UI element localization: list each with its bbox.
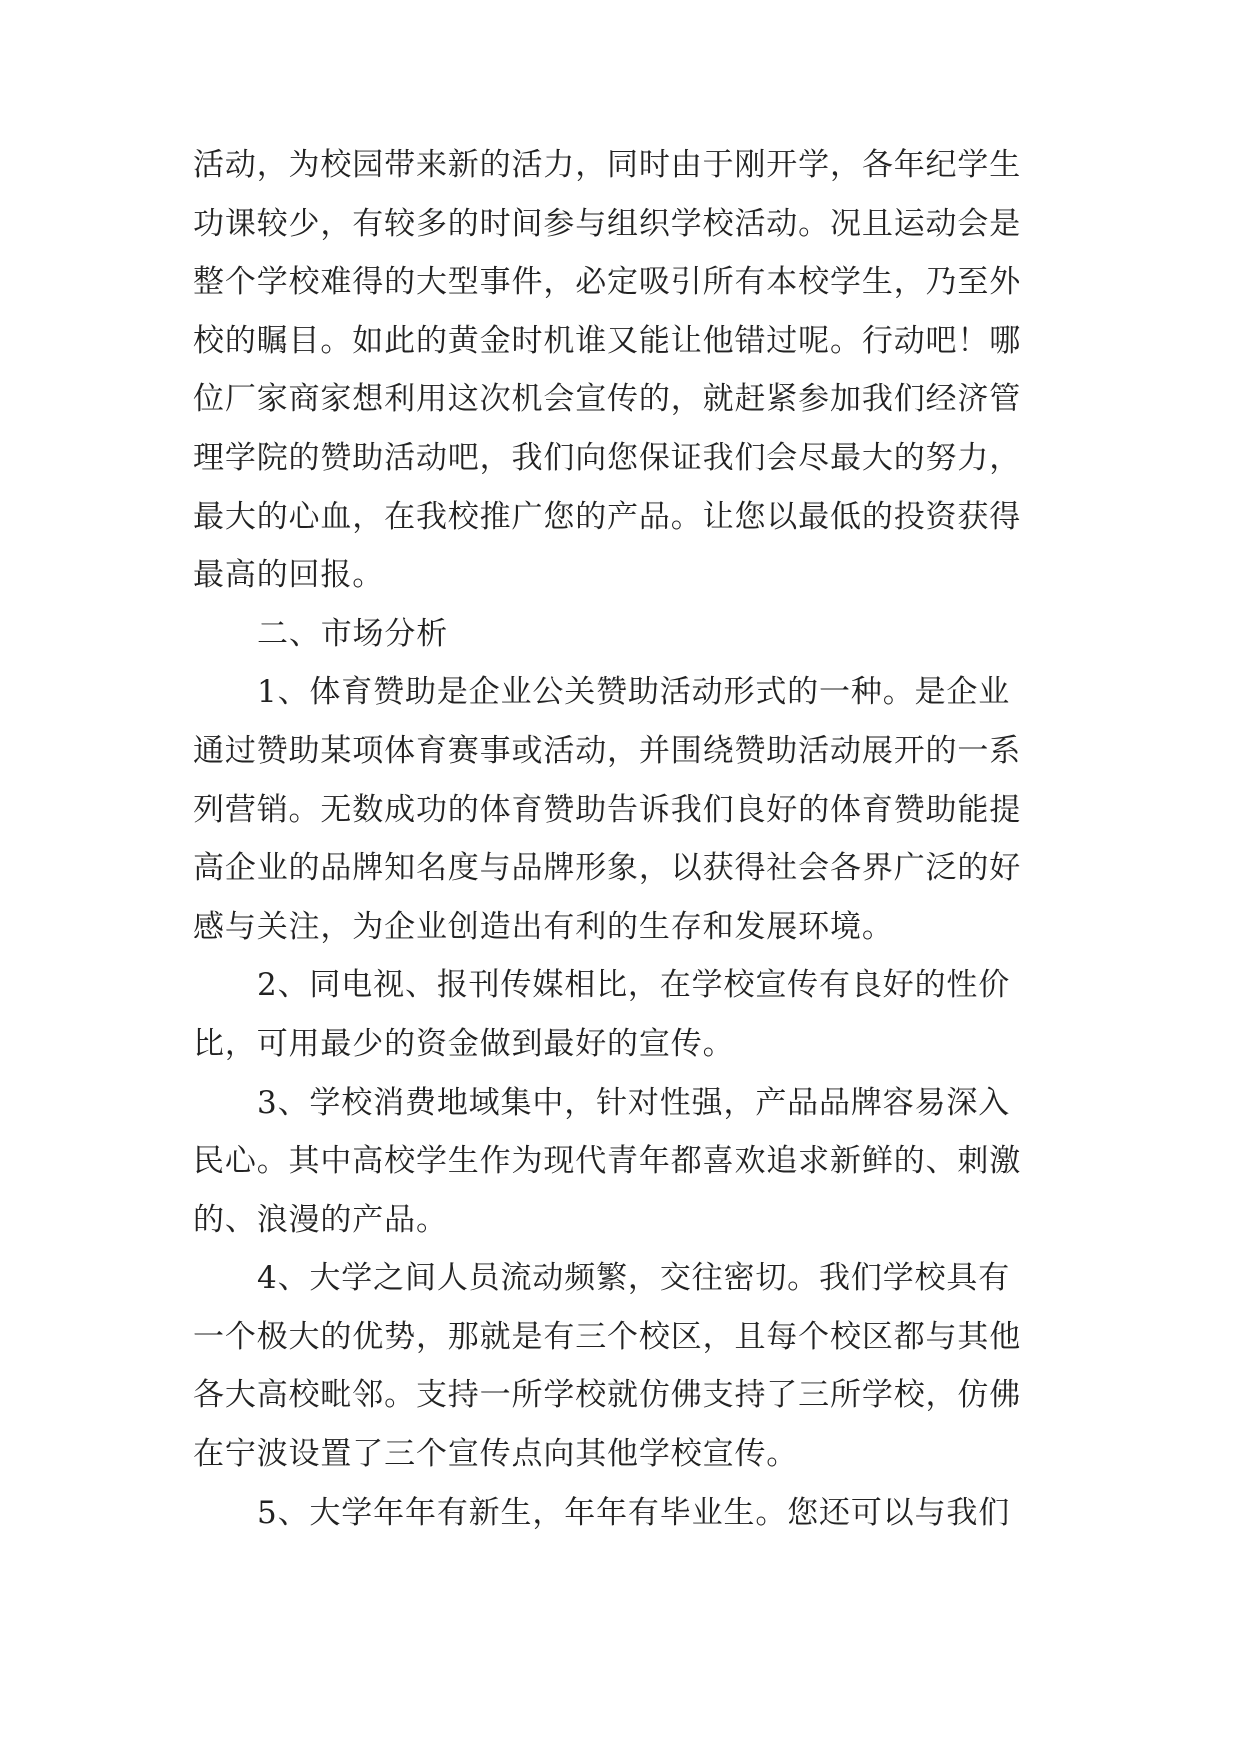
text-line: 民心。其中高校学生作为现代青年都喜欢追求新鲜的、刺激: [193, 1143, 1022, 1180]
text-line: 功课较少，有较多的时间参与组织学校活动。况且运动会是: [193, 205, 1022, 242]
text-line: 一个极大的优势，那就是有三个校区，且每个校区都与其他: [193, 1318, 1022, 1355]
text-line: 校的瞩目。如此的黄金时机谁又能让他错过呢。行动吧！哪: [193, 322, 1022, 359]
text-line: 最高的回报。: [193, 557, 385, 594]
text-line: 感与关注，为企业创造出有利的生存和发展环境。: [193, 908, 894, 945]
text-line: 1、体育赞助是企业公关赞助活动形式的一种。是企业: [257, 674, 1011, 711]
text-line: 4、大学之间人员流动频繁，交往密切。我们学校具有: [257, 1260, 1011, 1297]
body-text: [193, 136, 1073, 1542]
text-line: 各大高校毗邻。支持一所学校就仿佛支持了三所学校，仿佛: [193, 1377, 1022, 1414]
text-line: 在宁波设置了三个宣传点向其他学校宣传。: [193, 1436, 799, 1473]
text-line: 高企业的品牌知名度与品牌形象，以获得社会各界广泛的好: [193, 850, 1022, 887]
text-line: 二、市场分析: [257, 615, 449, 652]
text-line: 理学院的赞助活动吧，我们向您保证我们会尽最大的努力，: [193, 439, 1022, 476]
text-line: 位厂家商家想利用这次机会宣传的，就赶紧参加我们经济管: [193, 381, 1022, 418]
text-line: 比，可用最少的资金做到最好的宣传。: [193, 1025, 735, 1062]
text-line: 的、浪漫的产品。: [193, 1201, 448, 1238]
text-line: 2、同电视、报刊传媒相比，在学校宣传有良好的性价: [257, 967, 1011, 1004]
text-line: 5、大学年年有新生，年年有毕业生。您还可以与我们: [257, 1494, 1011, 1531]
text-line: 3、学校消费地域集中，针对性强，产品品牌容易深入: [257, 1084, 1011, 1121]
text-line: 整个学校难得的大型事件，必定吸引所有本校学生，乃至外: [193, 264, 1022, 301]
text-line: 最大的心血，在我校推广您的产品。让您以最低的投资获得: [193, 498, 1022, 535]
text-line: 列营销。无数成功的体育赞助告诉我们良好的体育赞助能提: [193, 791, 1022, 828]
text-line: 活动，为校园带来新的活力，同时由于刚开学，各年纪学生: [193, 147, 1022, 183]
text-line: 通过赞助某项体育赛事或活动，并围绕赞助活动展开的一系: [193, 732, 1022, 769]
